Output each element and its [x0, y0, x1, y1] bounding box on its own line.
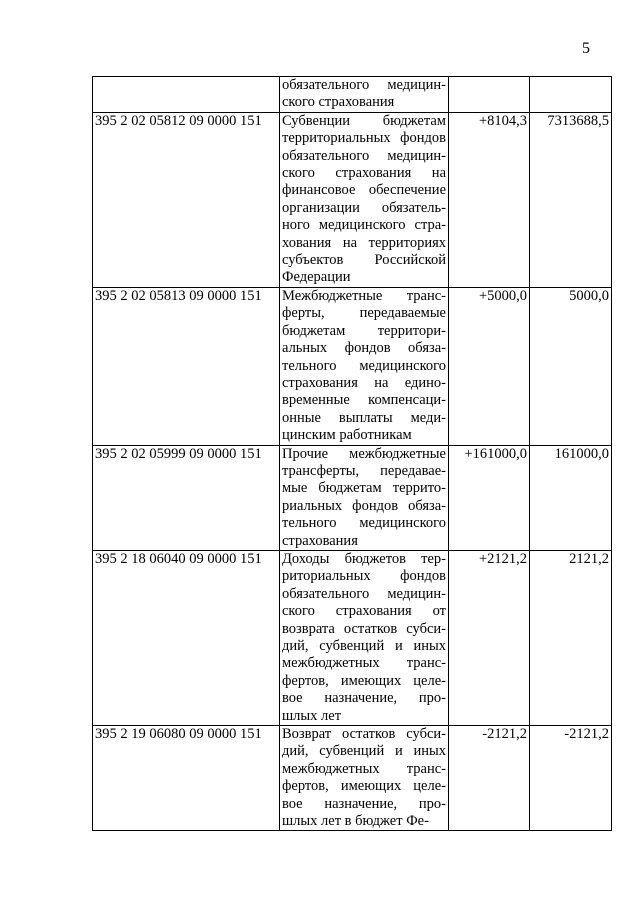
page-number: 5 [582, 40, 590, 57]
revenue-name-line: Межбюджетные транс- [282, 287, 446, 304]
revenue-name-line: хования на территориях [282, 234, 446, 251]
change-amount-cell: -2121,2 [449, 726, 530, 831]
revenue-name-line: бюджетам территори- [282, 322, 446, 339]
table-row [93, 77, 612, 113]
change-amount-cell: +2121,2 [449, 550, 530, 725]
revenue-name-line: альных фондов обяза- [282, 340, 446, 357]
revenue-name-line: субъектов Российской [282, 252, 446, 269]
revenue-code-cell: 395 2 19 06080 09 0000 151 [93, 726, 280, 831]
total-amount-cell: -2121,2 [530, 726, 612, 831]
revenue-name-line: фертов, имеющих целе- [282, 672, 446, 689]
revenue-name-line: обязательного медицин- [282, 147, 446, 164]
table-row [93, 287, 612, 445]
total-amount-cell: 7313688,5 [530, 112, 612, 287]
revenue-name-cell [280, 445, 449, 550]
total-amount-cell: 161000,0 [530, 445, 612, 550]
revenue-name-line: онные выплаты меди- [282, 409, 446, 426]
revenue-name-line: Федерации [282, 269, 351, 286]
revenue-name-line: вое назначение, про- [282, 795, 446, 812]
revenue-name-line: финансовое обеспечение [282, 182, 446, 199]
revenue-name-line: мые бюджетам террито- [282, 480, 446, 497]
revenue-name-line: организации обязатель- [282, 199, 446, 216]
revenue-name-line: Доходы бюджетов тер- [282, 550, 446, 567]
revenue-name-line: Прочие межбюджетные [282, 445, 446, 462]
revenue-name-line: Возврат остатков субси- [282, 726, 446, 743]
revenue-code-cell: 395 2 02 05812 09 0000 151 [93, 112, 280, 287]
revenue-code-cell: 395 2 18 06040 09 0000 151 [93, 550, 280, 725]
change-amount-cell: +8104,3 [449, 112, 530, 287]
revenue-name-line: страхования на едино- [282, 374, 446, 391]
change-amount-cell [449, 77, 530, 113]
revenue-code-cell: 395 2 02 05999 09 0000 151 [93, 445, 280, 550]
revenue-name-line: риальных фондов обяза- [282, 497, 446, 514]
revenue-name-line: ского страхования от [282, 603, 446, 620]
revenue-name-cell [280, 112, 449, 287]
total-amount-cell: 5000,0 [530, 287, 612, 445]
revenue-name-line: возврата остатков субси- [282, 620, 446, 637]
revenue-name-line: ного медицинского стра- [282, 217, 446, 234]
revenue-name-line: трансферты, передавае- [282, 462, 446, 479]
total-amount-cell [530, 77, 612, 113]
revenue-name-line: риториальных фондов [282, 568, 446, 585]
revenue-name-line: вое назначение, про- [282, 690, 446, 707]
revenue-name-line: межбюджетных транс- [282, 760, 446, 777]
revenue-name-line: ферты, передаваемые [282, 305, 446, 322]
revenue-name-cell [280, 550, 449, 725]
revenue-name-line: тельного медицинского [282, 357, 446, 374]
revenue-name-line: территориальных фондов [282, 130, 446, 147]
revenue-name-cell [280, 726, 449, 831]
revenue-name-line: межбюджетных транс- [282, 655, 446, 672]
revenue-name-line: временные компенсаци- [282, 392, 446, 409]
revenue-code-cell [93, 77, 280, 113]
table-row [93, 550, 612, 725]
budget-table-body [93, 77, 612, 831]
table-row [93, 112, 612, 287]
table-row [93, 726, 612, 831]
budget-table [92, 76, 612, 831]
revenue-code-cell: 395 2 02 05813 09 0000 151 [93, 287, 280, 445]
revenue-name-line: страхования [282, 532, 358, 549]
revenue-name-line: дий, субвенций и иных [282, 638, 446, 654]
revenue-name-line: ского страхования [282, 94, 395, 111]
revenue-name-line: фертов, имеющих целе- [282, 778, 446, 795]
revenue-name-line: шлых лет в бюджет Фе- [282, 813, 429, 830]
revenue-name-line: обязательного медицин- [282, 585, 446, 602]
revenue-name-cell [280, 287, 449, 445]
revenue-name-line: ского страхования на [282, 165, 446, 182]
revenue-name-line: тельного медицинского [282, 515, 446, 532]
change-amount-cell: +161000,0 [449, 445, 530, 550]
change-amount-cell: +5000,0 [449, 287, 530, 445]
revenue-name-line: дий, субвенций и иных [282, 743, 446, 760]
table-row [93, 445, 612, 550]
revenue-name-line: цинским работникам [282, 427, 412, 444]
revenue-name-line: шлых лет [282, 707, 342, 724]
revenue-name-line: Субвенции бюджетам [282, 112, 446, 129]
total-amount-cell: 2121,2 [530, 550, 612, 725]
revenue-name-line: обязательного медицин- [282, 77, 446, 93]
revenue-name-cell [280, 77, 449, 113]
